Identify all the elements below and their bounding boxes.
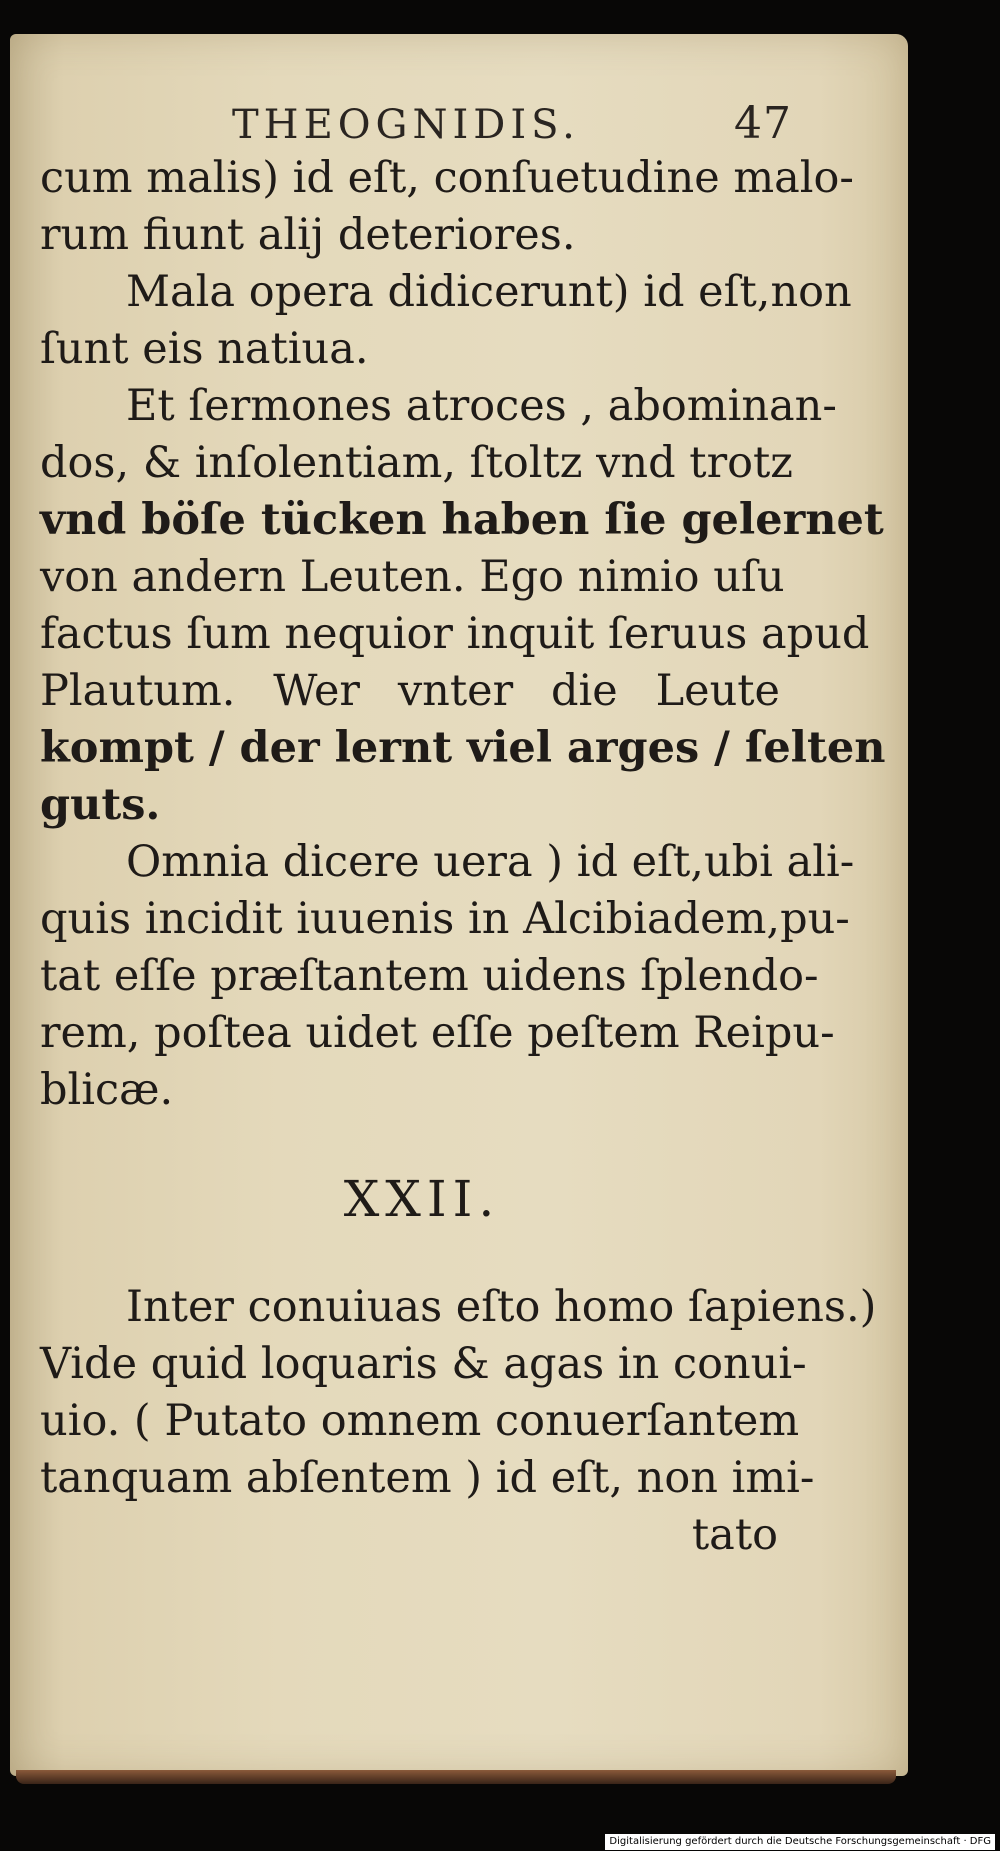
text-line: factus ſum nequior inquit ſeruus apud <box>40 609 870 659</box>
text-line: blicæ. <box>40 1065 174 1115</box>
text-line: Mala opera didicerunt) id eſt,non <box>126 267 852 317</box>
digitization-credit: Digitalisierung gefördert durch die Deutsche Forschungsgemeinschaft · DFG <box>605 1834 995 1850</box>
page-number: 47 <box>734 98 792 149</box>
text-line: guts. <box>40 780 161 830</box>
page-edge <box>16 1770 896 1784</box>
text-line: Vide quid loquaris & agas in conui- <box>40 1339 807 1389</box>
text-line: cum malis) id eſt, conſuetudine malo- <box>40 153 854 203</box>
text-line: ſunt eis natiua. <box>40 324 369 374</box>
text-line: Et ſermones atroces , abominan- <box>126 381 837 431</box>
text-line: vnd böſe tücken haben ſie gelernet <box>40 495 884 545</box>
text-block <box>40 150 886 1564</box>
text-line: dos, & inſolentiam, ſtoltz vnd trotz <box>40 438 793 488</box>
text-line: rem, poſtea uidet eſſe peſtem Reipu- <box>40 1008 835 1058</box>
text-line: rum fiunt alij deteriores. <box>40 210 576 260</box>
text-line: Inter conuiuas eſto homo ſapiens.) <box>126 1282 877 1332</box>
page-header <box>232 98 792 158</box>
text-line: tat eſſe præſtantem uidens ſplendo- <box>40 951 819 1001</box>
section-heading: XXII. <box>343 1170 501 1228</box>
text-line: Omnia dicere uera ) id eſt,ubi ali- <box>126 837 855 887</box>
catchword: tato <box>691 1510 778 1560</box>
running-title: THEOGNIDIS. <box>232 102 580 148</box>
text-line: kompt / der lernt viel arges / ſelten <box>40 723 886 773</box>
text-line: uio. ( Putato omnem conuerſantem <box>40 1396 800 1446</box>
text-line: quis incidit iuuenis in Alcibiadem,pu- <box>40 894 850 944</box>
text-line: Plautum. Wer vnter die Leute <box>40 666 780 716</box>
text-line: von andern Leuten. Ego nimio uſu <box>40 552 785 602</box>
text-line: tanquam abſentem ) id eſt, non imi- <box>40 1453 815 1503</box>
